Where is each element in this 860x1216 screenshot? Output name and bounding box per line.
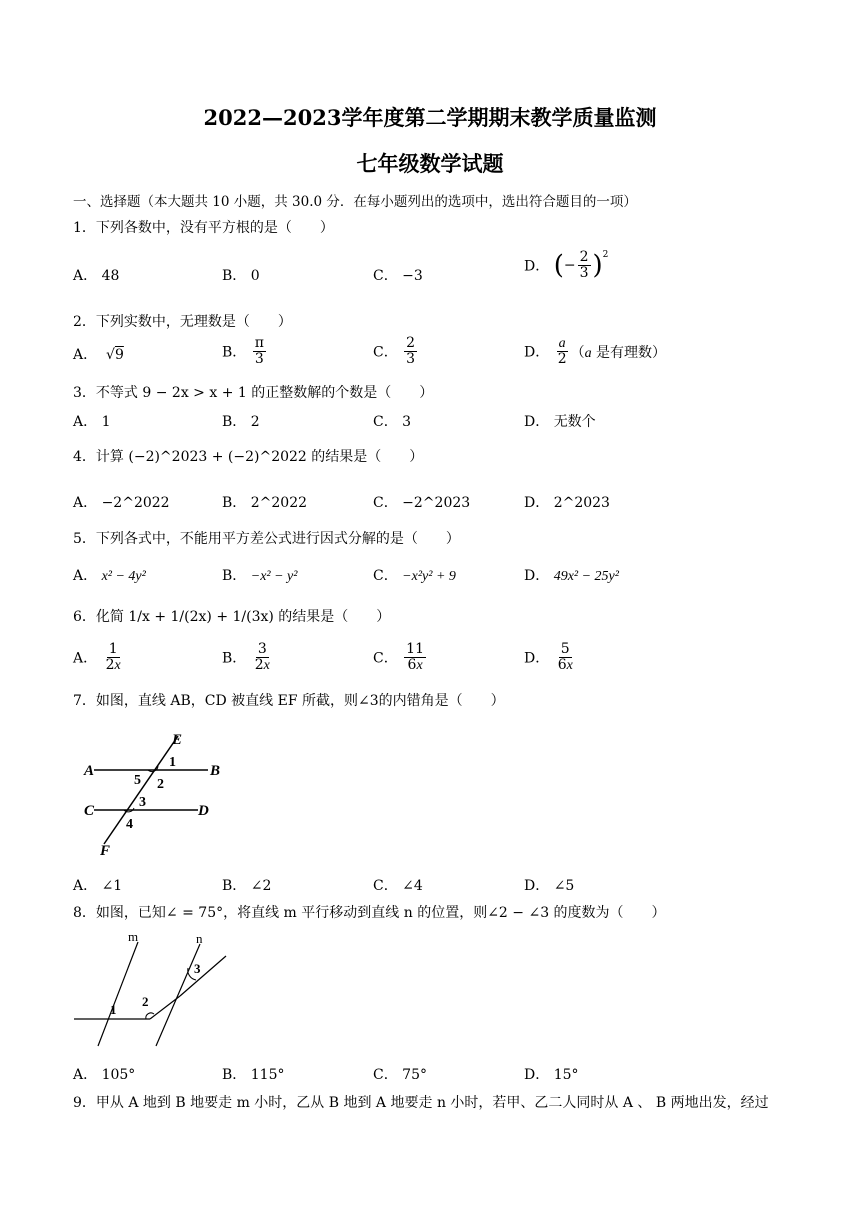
question-7: 7．如图，直线 AB，CD 被直线 EF 所截，则∠3的内错角是（ ） [73, 693, 505, 709]
q7-option-a: A． ∠1 [73, 878, 123, 894]
label-1: 1 [169, 755, 176, 770]
q2-option-b: B． $\frac{\pi}{3}$ [222, 335, 264, 367]
q5-option-a: A． x² − 4y² [73, 568, 146, 584]
line-ef [104, 736, 178, 844]
label-n: n [196, 931, 203, 946]
q1-option-a: A． 48 [73, 268, 120, 284]
line-m [98, 942, 138, 1046]
q3-option-c: C． 3 [373, 414, 412, 430]
question-2: 2．下列实数中，无理数是（ ） [73, 314, 292, 330]
page-title: 2022—2023学年度第二学期期末教学质量监测 [203, 105, 657, 130]
q5-option-b: B． −x² − y² [222, 568, 298, 584]
q6-option-b: B． $\frac{3}{2x}$ [222, 641, 270, 673]
q6-option-c: C． $\frac{11}{6x}$ [373, 641, 424, 673]
label-B: B [210, 763, 221, 779]
q1-option-d: D． (− $\frac{2}{3}$ )$^2$ [524, 249, 609, 281]
question-3: 3．不等式 9 − 2x > x + 1 的正整数解的个数是（ ） [73, 385, 434, 401]
label-2: 2 [157, 777, 164, 792]
q3-option-a: A． 1 [73, 414, 111, 430]
q4-option-d: D． 2^2023 [524, 495, 610, 511]
q2-option-a: A． √9 [73, 347, 124, 363]
question-5: 5．下列各式中，不能用平方差公式进行因式分解的是（ ） [73, 531, 460, 547]
label-5: 5 [134, 773, 141, 788]
q8-option-b: B． 115° [222, 1067, 285, 1083]
label-4: 4 [126, 817, 133, 832]
question-9: 9．甲从 A 地到 B 地要走 m 小时，乙从 B 地到 A 地要走 n 小时，若甲、乙二人同时从 A 、 B 两地出发，经过 [73, 1095, 769, 1111]
q5-option-c: C． −x²y² + 9 [373, 568, 456, 584]
figure-7 [80, 724, 240, 859]
broken-line-1 [150, 996, 180, 1019]
q1-option-b: B． 0 [222, 268, 260, 284]
label-C: C [84, 803, 95, 819]
q3-option-d: D． 无数个 [524, 414, 596, 430]
q8-option-c: C． 75° [373, 1067, 427, 1083]
label-D: D [198, 803, 209, 819]
section-heading: 一、选择题（本大题共 10 小题，共 30.0 分．在每小题列出的选项中，选出符合题目的一项） [73, 194, 637, 210]
q4-option-c: C． −2^2023 [373, 495, 471, 511]
q6-option-d: D． $\frac{5}{6x}$ [524, 641, 573, 673]
q2-option-c: C． $\frac{2}{3}$ [373, 335, 416, 367]
q7-option-d: D． ∠5 [524, 878, 575, 894]
question-6: 6．化简 1/x + 1/(2x) + 1/(3x) 的结果是（ ） [73, 609, 391, 625]
question-stem: 下列各数中，没有平方根的是（ ） [95, 220, 334, 236]
label-F: F [100, 843, 111, 859]
q5-option-d: D． 49x² − 25y² [524, 568, 619, 584]
label-3: 3 [139, 795, 146, 810]
q7-option-c: C． ∠4 [373, 878, 423, 894]
question-8: 8．如图，已知∠ = 75°，将直线 m 平行移动到直线 n 的位置，则∠2 − ∠3 的度数为（ ） [73, 905, 666, 921]
broken-line-2 [180, 956, 226, 996]
q1-option-d-formula: (− $\frac{2}{3}$ )$^2$ [553, 249, 609, 281]
q1-option-c: C． −3 [373, 268, 423, 284]
q4-option-b: B． 2^2022 [222, 495, 308, 511]
label-E: E [172, 732, 183, 748]
q6-option-a: A． $\frac{1}{2x}$ [73, 641, 121, 673]
question-1 [73, 217, 334, 237]
figure-8 [70, 928, 240, 1053]
q7-option-b: B． ∠2 [222, 878, 272, 894]
q8-option-a: A． 105° [73, 1067, 136, 1083]
label-2: 2 [142, 994, 149, 1009]
q3-option-b: B． 2 [222, 414, 260, 430]
line-n [156, 944, 200, 1046]
question-4: 4．计算 (−2)^2023 + (−2)^2022 的结果是（ ） [73, 449, 424, 465]
label-3: 3 [194, 961, 201, 976]
q4-option-a: A． −2^2022 [73, 495, 170, 511]
question-number: 1． [73, 220, 96, 236]
q8-option-d: D． 15° [524, 1067, 579, 1083]
label-1: 1 [110, 1002, 117, 1017]
label-m: m [128, 929, 139, 944]
q2-option-d: D． $\frac{a}{2}$ （a 是有理数） [524, 336, 667, 367]
page-subtitle: 七年级数学试题 [356, 151, 504, 176]
label-A: A [84, 763, 95, 779]
